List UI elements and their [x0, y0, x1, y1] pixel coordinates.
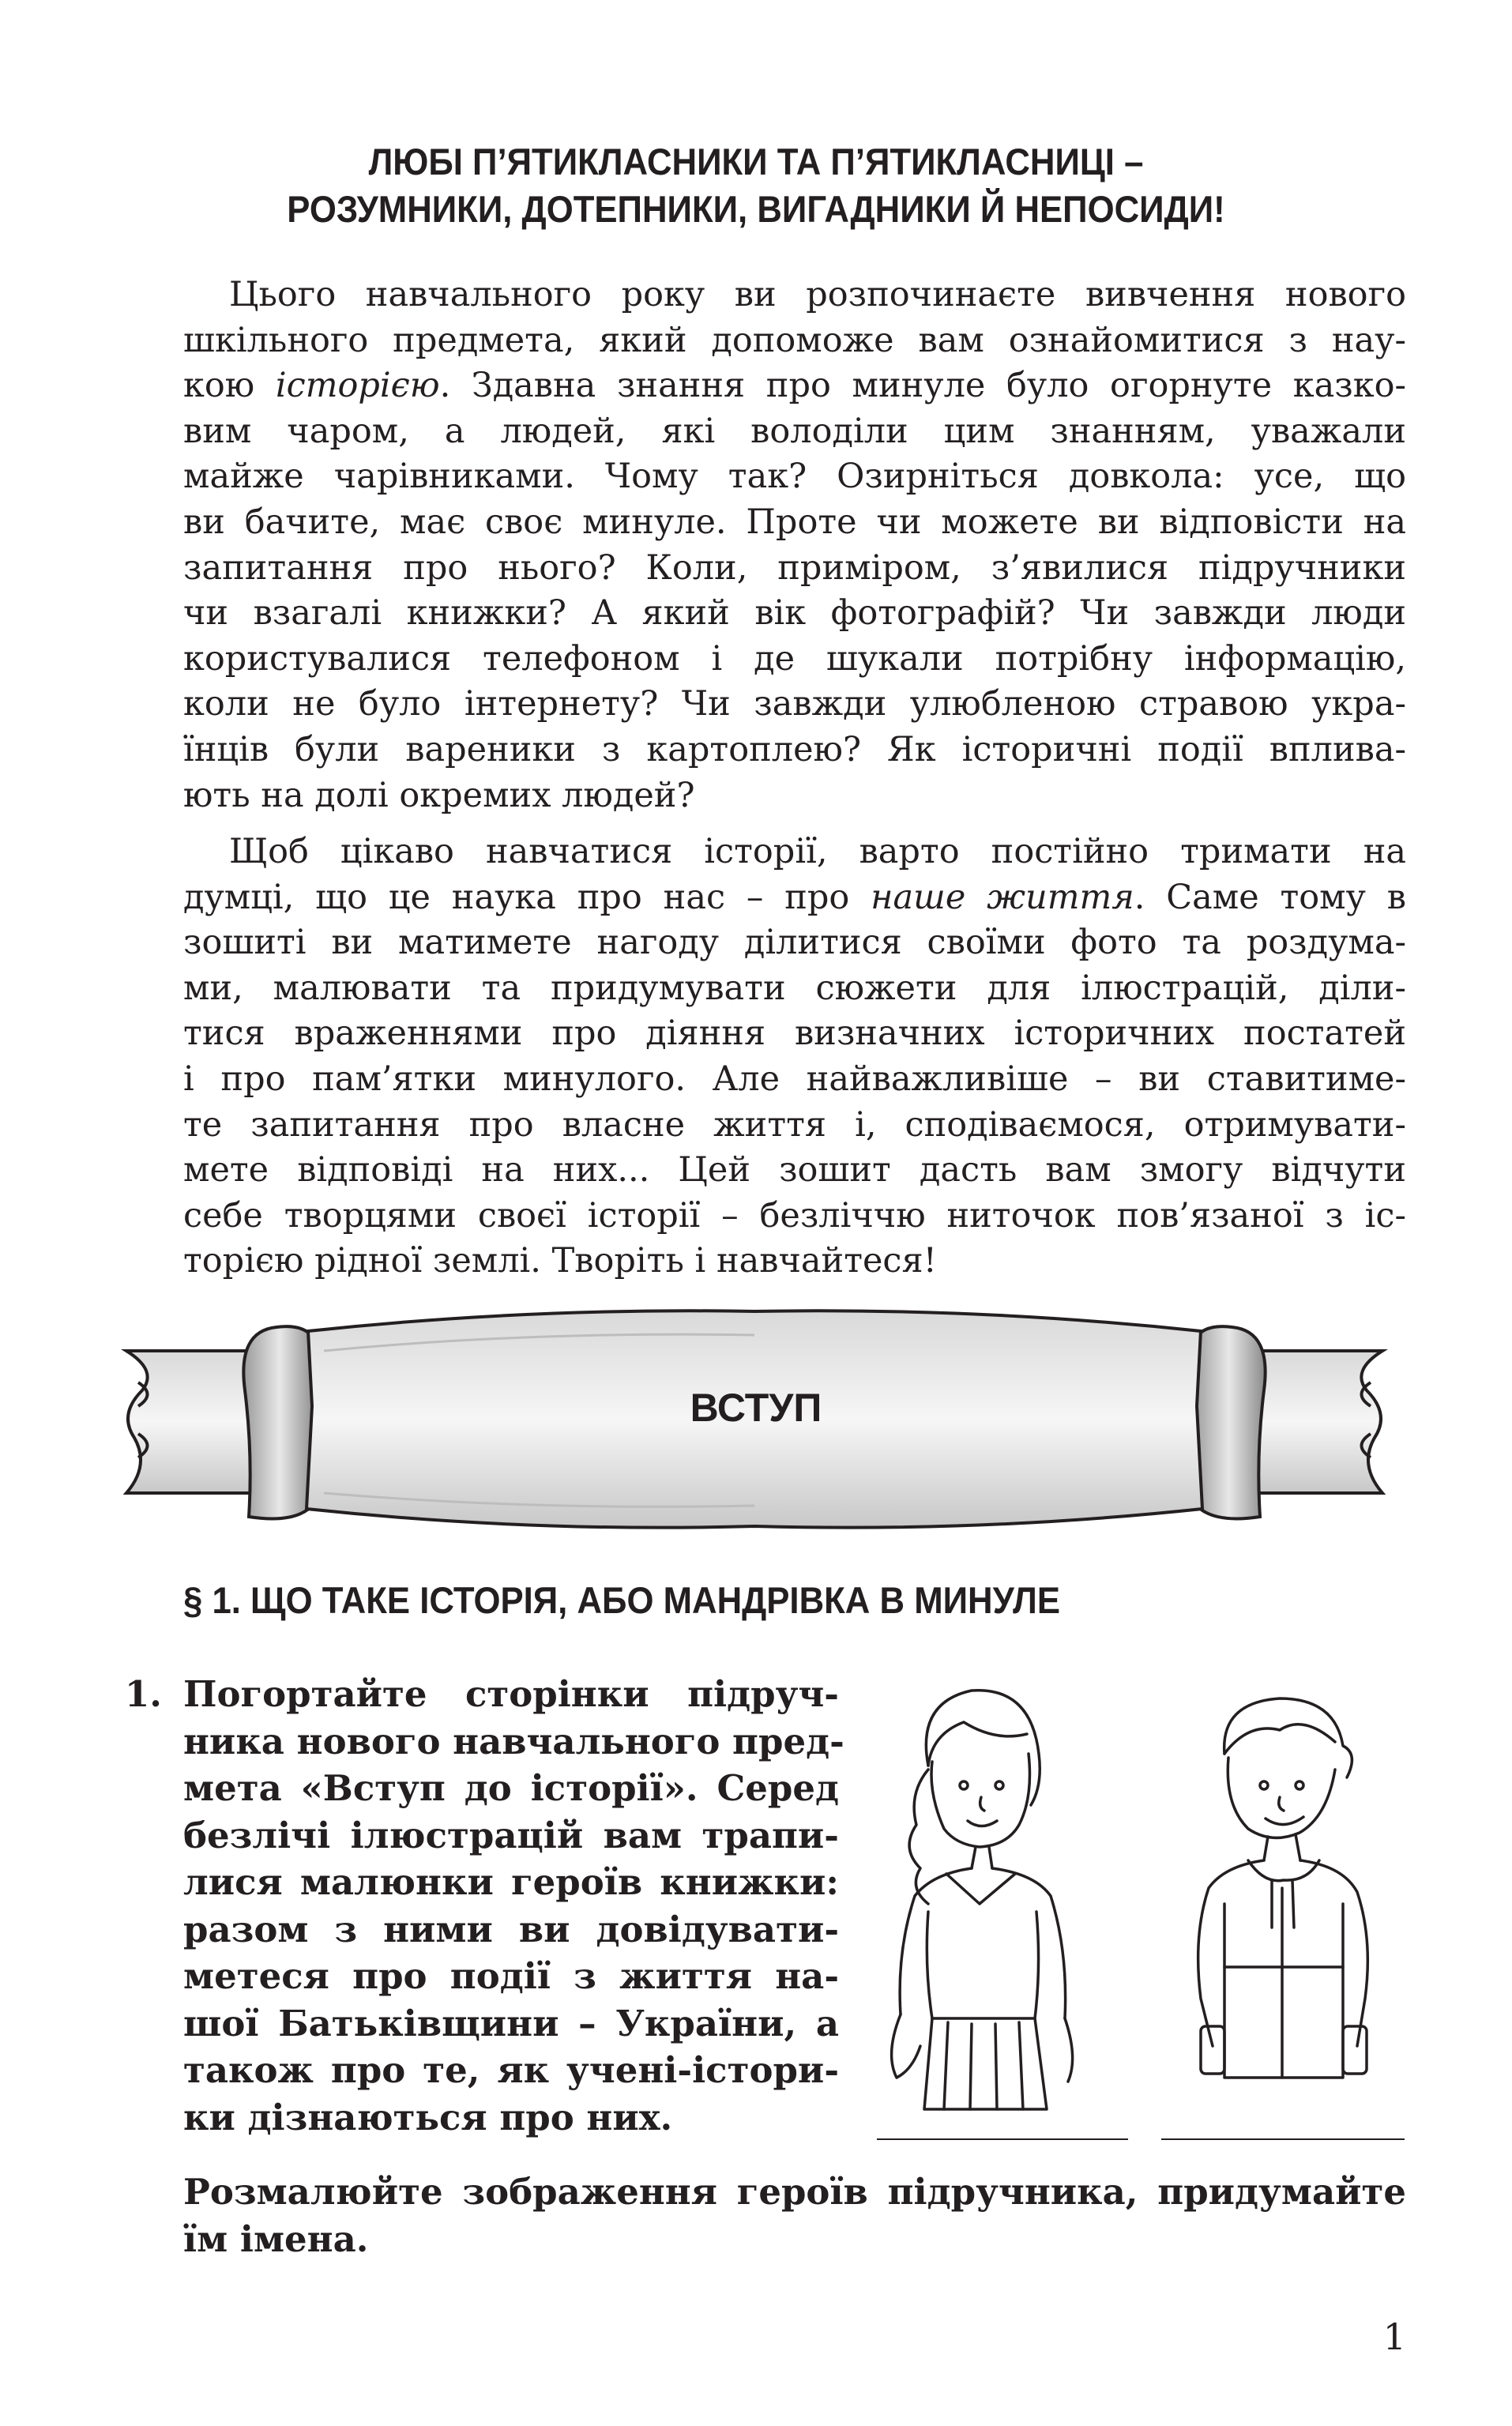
text-line: разом з ними ви довідувати-: [183, 1908, 839, 1950]
text-line: Щоб цікаво навчатися історії, варто постійно тримати на: [229, 832, 1406, 871]
text-line: коли не було інтернету? Чи завжди улюбленою стравою укра-: [183, 684, 1406, 724]
text-line: метеся про події з життя на-: [183, 1955, 839, 1997]
text-line: ми, малювати та придумувати сюжети для ілюстрацій, діли-: [183, 968, 1406, 1008]
text-line: мета «Вступ до історії». Серед: [183, 1767, 839, 1809]
text-line: Розмалюйте зображення героїв підручника, придумайте: [183, 2171, 1406, 2213]
boy-drawing: [1198, 1698, 1368, 2078]
text-line: запитання про нього? Коли, приміром, з’явилися підручники: [183, 547, 1406, 588]
text-line: торією рідної землі. Творіть і навчайтеся!: [183, 1241, 937, 1281]
text-line: зошиті ви матимете нагоду ділитися своїми фото та роздума-: [183, 923, 1406, 963]
emphasis-our-life: наше життя: [871, 877, 1134, 917]
text-line: і про пам’ятки минулого. Але найважливіше – ви ставитиме-: [183, 1059, 1406, 1099]
text-line: тися враженнями про діяння визначних історичних постатей: [183, 1014, 1406, 1054]
header-line-1: ЛЮБІ П’ЯТИКЛАСНИКИ ТА П’ЯТИКЛАСНИЦІ –: [368, 141, 1144, 182]
text-line: майже чарівниками. Чому так? Озирніться довкола: усе, що: [183, 457, 1406, 497]
text-line: ють на долі окремих людей?: [183, 775, 695, 815]
text-line: чи взагалі книжки? А який вік фотографій? Чи завжди люди: [183, 593, 1406, 634]
name-input-line-boy[interactable]: [1161, 2138, 1405, 2140]
text-line: ника нового навчального пред-: [183, 1720, 844, 1762]
text-line: шкільного предмета, який допоможе вам ознайомитися з нау-: [183, 320, 1406, 360]
text-line: Цього навчального року ви розпочинаєте вивчення нового: [229, 275, 1406, 314]
text-line: мете відповіді на них... Цей зошит дасть вам змогу відчути: [183, 1150, 1406, 1190]
intro-paragraph-2: [183, 829, 1406, 1284]
text-line: кою історією. Здавна знання про минуле було огорнуте казко-: [183, 366, 1406, 406]
section-title: ВСТУП: [690, 1386, 822, 1430]
text-line: також про те, як учені-істори-: [183, 2049, 839, 2091]
name-input-line-girl[interactable]: [877, 2138, 1128, 2140]
text-line: себе творцями своєї історії – безліччю ниточок пов’язаної з іс-: [183, 1195, 1406, 1236]
text-line: Погортайте сторінки підруч-: [183, 1673, 839, 1715]
header-line-2: РОЗУМНИКИ, ДОТЕПНИКИ, ВИГАДНИКИ Й НЕПОСИДИ!: [287, 188, 1225, 230]
text-line: ви бачите, має своє минуле. Проте чи можете ви відповісти на: [183, 502, 1406, 542]
text-line: їм імена.: [183, 2217, 369, 2260]
task-instruction: [183, 2168, 1406, 2262]
text-line: шої Батьківщини – України, а: [183, 2002, 839, 2044]
paragraph-title: § 1. ЩО ТАКЕ ІСТОРІЯ, АБО МАНДРІВКА В МИНУЛЕ: [183, 1579, 1060, 1621]
text-line: їнців були вареники з картоплею? Як історичні події вплива-: [183, 729, 1406, 769]
text-line: вим чаром, а людей, які володіли цим знанням, уважали: [183, 411, 1406, 451]
girl-drawing: [892, 1691, 1073, 2109]
task-text: [183, 1671, 844, 2141]
text-line: лися малюнки героїв книжки:: [183, 1861, 839, 1903]
intro-paragraph-1: [183, 273, 1406, 818]
children-illustration: [853, 1667, 1422, 2157]
emphasis-history: історією: [275, 366, 440, 406]
task-number: 1.: [125, 1673, 162, 1715]
text-line: ки дізнаються про них.: [183, 2096, 673, 2138]
text-line: безлічі ілюстрацій вам трапи-: [183, 1814, 839, 1856]
text-line: користувалися телефоном і де шукали потрібну інформацію,: [183, 638, 1406, 679]
text-line: те запитання про власне життя і, сподіваємося, отримувати-: [183, 1104, 1406, 1145]
text-line: думці, що це наука про нас – про наше життя. Саме тому в: [183, 877, 1406, 917]
page-number: 1: [1382, 2315, 1406, 2358]
